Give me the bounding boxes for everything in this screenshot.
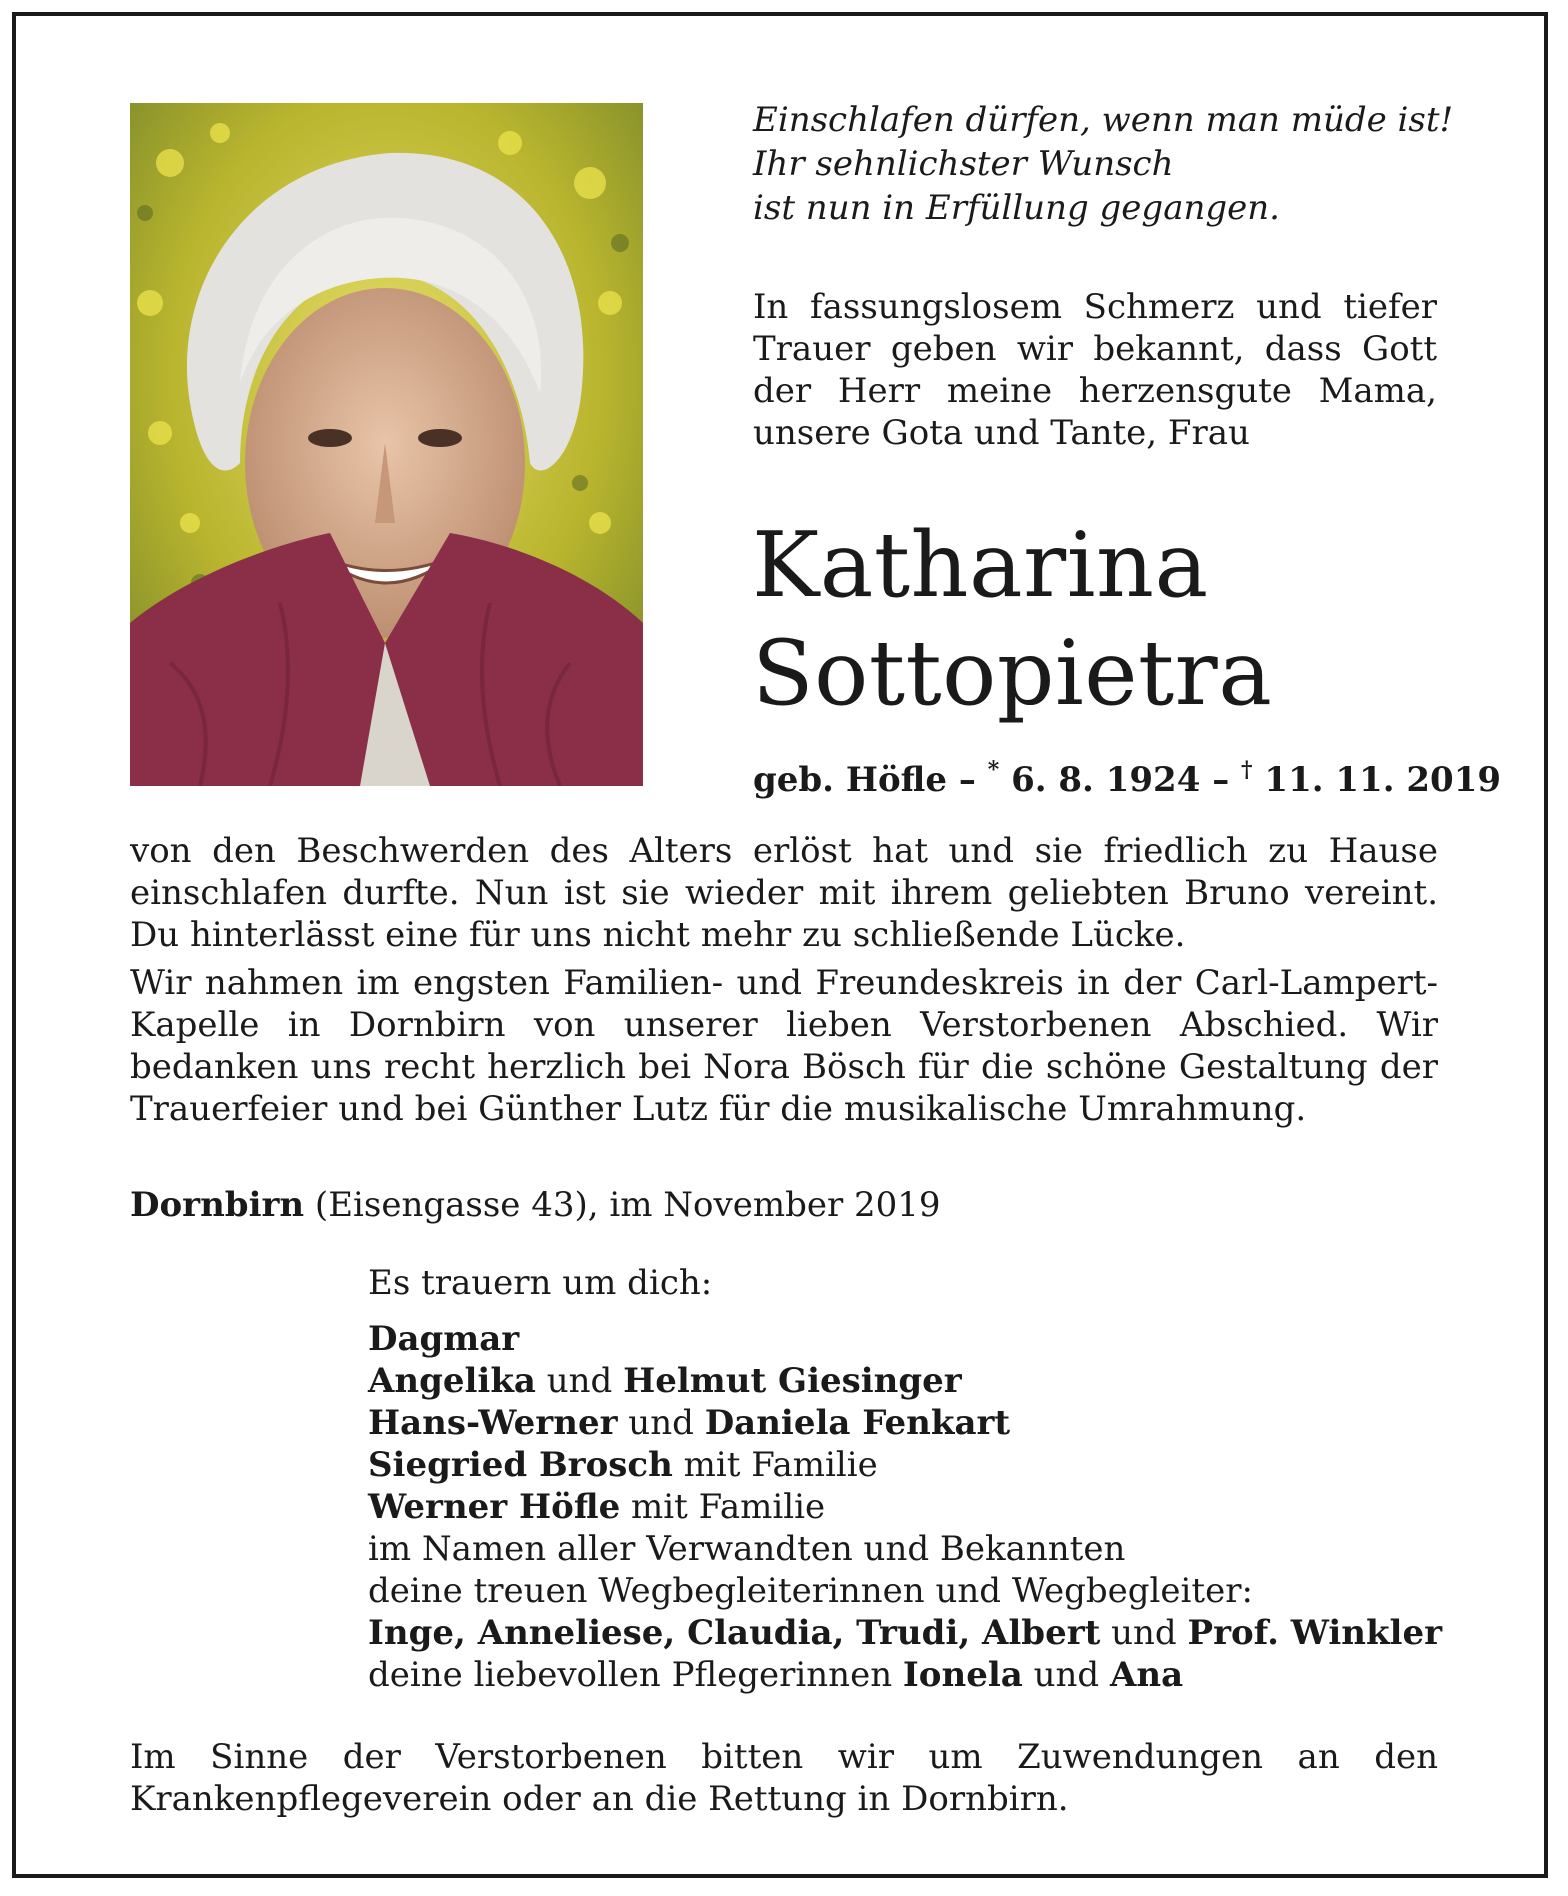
- quote-line: Ihr sehnlichster Wunsch: [753, 144, 1174, 184]
- mourner-name: Hans-Werner: [368, 1403, 618, 1443]
- mourner-connector: und: [1100, 1613, 1188, 1653]
- mourner-text: deine treuen Wegbegleiterinnen und Wegbegleiter:: [368, 1571, 1253, 1611]
- mourner-row: [368, 1654, 1442, 1696]
- mourner-row: [368, 1486, 1442, 1528]
- mourner-connector: und: [617, 1403, 705, 1443]
- mourner-text: im Namen aller Verwandten und Bekannten: [368, 1529, 1126, 1569]
- mourner-row: [368, 1402, 1442, 1444]
- mourner-row: [368, 1318, 1442, 1360]
- mourner-connector: und: [535, 1361, 624, 1401]
- deceased-name: [752, 512, 1272, 728]
- announcement-body: [130, 830, 1438, 1136]
- mourner-name: Inge, Anneliese, Claudia, Trudi, Albert: [368, 1613, 1101, 1653]
- mourner-name: Angelika: [368, 1361, 536, 1401]
- mourner-name: Ionela: [902, 1655, 1023, 1695]
- body-paragraph: Wir nahmen im engsten Familien- und Freundeskreis in der Carl-Lampert-Kapelle in Dornbirn von unserer lieben Verstorbenen Abschied. Wir bedanken uns recht herzlich bei Nora Bösch für die schöne Gestaltung der Trauerfeier und bei Günther Lutz für die musikalische Umrahmung.: [130, 963, 1438, 1129]
- birth-date: 6. 8. 1924: [1011, 760, 1201, 800]
- portrait-photo: [130, 103, 643, 786]
- mourner-name: Siegried Brosch: [368, 1445, 673, 1485]
- place-city: Dornbirn: [130, 1185, 305, 1225]
- mourner-connector: mit Familie: [620, 1487, 826, 1527]
- death-date: 11. 11. 2019: [1264, 760, 1502, 800]
- mourner-row: [368, 1528, 1442, 1570]
- mourner-name: Werner Höfle: [368, 1487, 621, 1527]
- mourner-row: [368, 1360, 1442, 1402]
- mourners-list: [368, 1262, 1442, 1696]
- date-separator: –: [958, 760, 988, 800]
- announcement-intro: In fassungslosem Schmerz und tiefer Trauer geben wir bekannt, dass Gott der Herr meine herzensgute Mama, unsere Gota und Tante, Frau: [753, 287, 1437, 453]
- deceased-first-name: Katharina: [752, 513, 1209, 618]
- mourner-connector: und: [1022, 1655, 1110, 1695]
- deceased-last-name: Sottopietra: [752, 621, 1273, 726]
- born-name: geb. Höfle: [753, 760, 948, 800]
- mourner-name: Prof. Winkler: [1187, 1613, 1443, 1653]
- mourner-row: [368, 1612, 1442, 1654]
- quote-line: ist nun in Erfüllung gegangen.: [753, 188, 1280, 228]
- mourner-connector: mit Familie: [672, 1445, 878, 1485]
- death-symbol: †: [1241, 757, 1253, 783]
- date-separator: –: [1200, 760, 1242, 800]
- memorial-quote: [753, 98, 1453, 230]
- quote-line: Einschlafen dürfen, wenn man müde ist!: [753, 100, 1454, 140]
- mourner-name: Dagmar: [368, 1319, 520, 1359]
- mourner-name: Daniela Fenkart: [704, 1403, 1011, 1443]
- mourner-row: [368, 1444, 1442, 1486]
- donation-request: Im Sinne der Verstorbenen bitten wir um Zuwendungen an den Krankenpflegeverein oder an die Rettung in Dornbirn.: [130, 1737, 1438, 1819]
- mourner-row: [368, 1570, 1442, 1612]
- portrait-image: [130, 103, 643, 786]
- mourner-name: Helmut Giesinger: [623, 1361, 962, 1401]
- mourner-text: deine liebevollen Pflegerinnen: [368, 1655, 903, 1695]
- place-details: (Eisengasse 43), im November 2019: [304, 1185, 941, 1225]
- mourners-lead: Es trauern um dich:: [368, 1263, 713, 1303]
- birth-symbol: *: [987, 757, 1000, 783]
- body-paragraph: von den Beschwerden des Alters erlöst hat und sie friedlich zu Hause einschlafen durfte. Nun ist sie wieder mit ihrem geliebten Bruno vereint. Du hinterlässt eine für uns nicht mehr zu schließende Lücke.: [130, 831, 1438, 955]
- mourner-name: Ana: [1109, 1655, 1184, 1695]
- place-and-date: [130, 1184, 941, 1226]
- life-dates: [753, 748, 1501, 802]
